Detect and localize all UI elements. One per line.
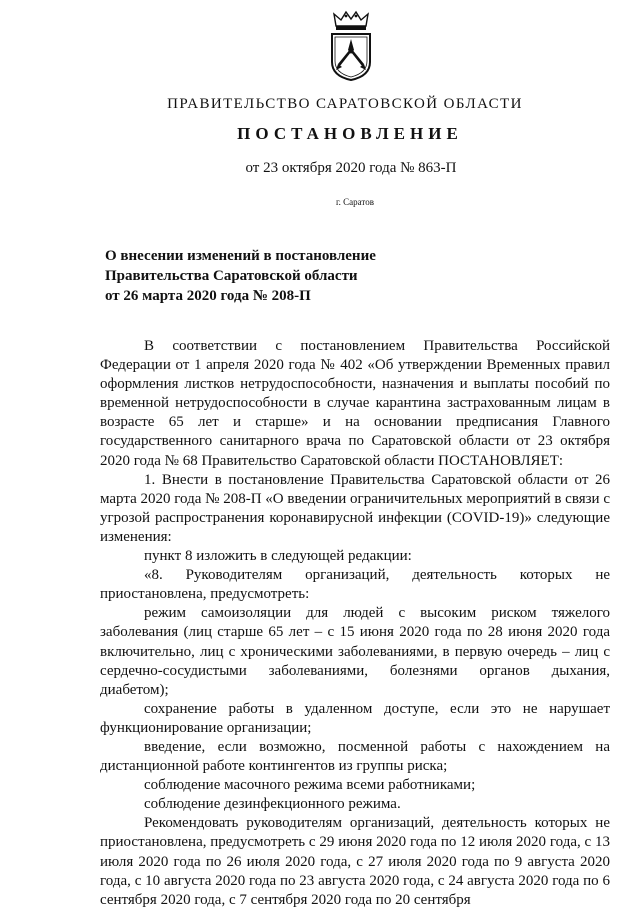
body-paragraph: Рекомендовать руководителям организаций, деятельность которых не приостановлена, предусмотреть с 29 июня 2020 года по 12 июля 2020 года, с 13 июля 2020 года по 26 июля 2020 года, с 27 июля 2020 года по 9 августа 2020 года, с 10 августа 2020 года по 23 августа 2020 года, с 24 августа 2020 года по 6 сентября 2020 года, с 7 сентября 2020 года по 20 сентября [100,815,610,908]
document-type-title: ПОСТАНОВЛЕНИЕ [237,124,463,143]
document-date-number: от 23 октября 2020 года № 863-П [245,160,457,176]
body-paragraph: 1. Внести в постановление Правительства Саратовской области от 26 марта 2020 года № 208-П «О введении ограничительных мероприятий в связи с угрозой распространения коронавирусной инфекции (COVID-19)» следующие изменения: [100,471,610,545]
body-paragraph: В соответствии с постановлением Правительства Российской Федерации от 1 апреля 2020 года № 402 «Об утверждении Временных правил оформления листков нетрудоспособности, назначения и выплаты пособий по временной нетрудоспособности в случае карантина застрахованным лицам в возрасте 65 лет и старше» и на основании предписания Главного государственного санитарного врача по Саратовской области от 23 октября 2020 года № 68 Правительство Саратовской области ПОСТАНОВЛЯЕТ: [100,338,610,469]
body-paragraph: соблюдение дезинфекционного режима. [144,796,401,813]
subject-line: Правительства Саратовской области [105,268,358,284]
body-paragraph: режим самоизоляции для людей с высоким риском тяжелого заболевания (лиц старше 65 лет – с 15 июня 2020 года по 28 июня 2020 года включительно, лиц с хроническими заболеваниями, в первую очередь – лиц с сердечно-сосудистыми заболеваниями, болезнями органов дыхания, диабетом); [100,605,610,698]
subject-line: от 26 марта 2020 года № 208-П [105,288,311,304]
body-paragraph: соблюдение масочного режима всеми работниками; [144,777,476,794]
body-paragraph: «8. Руководителям организаций, деятельность которых не приостановлена, предусмотреть: [100,567,610,603]
body-paragraph: введение, если возможно, посменной работы с нахождением на дистанционной работе контингентов из группы риска; [100,738,610,775]
body-paragraph: сохранение работы в удаленном доступе, если это не нарушает функционирование организации; [100,700,610,736]
document-body [100,337,610,910]
document-subject [105,246,465,306]
government-name: ПРАВИТЕЛЬСТВО САРАТОВСКОЙ ОБЛАСТИ [167,96,523,112]
body-paragraph: пункт 8 изложить в следующей редакции: [144,548,412,565]
document-city: г. Саратов [336,197,374,207]
subject-line: О внесении изменений в постановление [105,248,376,264]
saratov-coat-of-arms-emblem [324,10,378,82]
